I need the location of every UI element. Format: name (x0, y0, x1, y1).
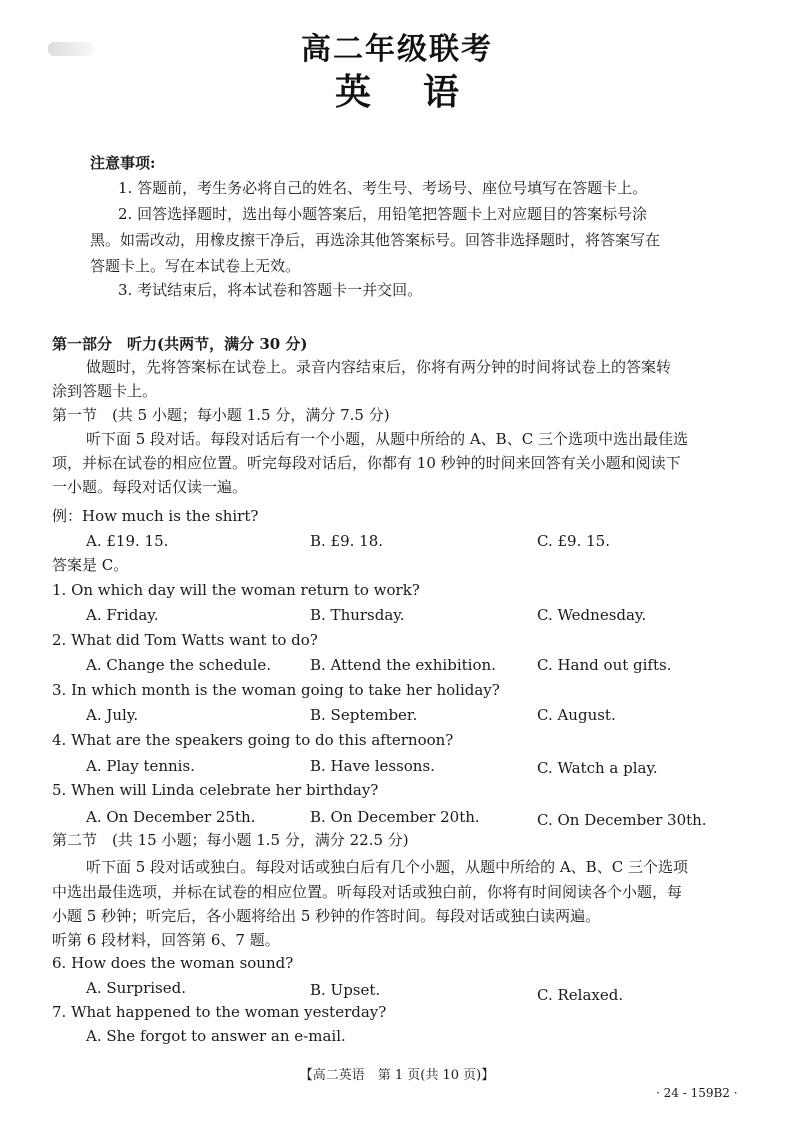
example-answer: 答案是 C。 (52, 556, 129, 574)
q3-option-a: A. July. (86, 706, 139, 724)
q7-option-a: A. She forgot to answer an e-mail. (86, 1027, 346, 1045)
part1-intro-b: 涂到答题卡上。 (52, 382, 158, 400)
question-5: 5. When will Linda celebrate her birthday? (52, 781, 379, 799)
q1-option-b: B. Thursday. (310, 606, 405, 624)
q1-option-a: A. Friday. (86, 606, 159, 624)
subject-title: 英语 (334, 71, 511, 113)
question-1: 1. On which day will the woman return to work? (52, 581, 420, 599)
q5-option-c: C. On December 30th. (537, 811, 707, 829)
q5-option-b: B. On December 20th. (310, 808, 480, 826)
q2-option-a: A. Change the schedule. (86, 656, 272, 674)
section2-intro-a: 听下面 5 段对话或独白。每段对话或独白后有几个小题，从题中所给的 A、B、C 三个选项 (86, 858, 688, 876)
section1-intro-a: 听下面 5 段对话。每段对话后有一个小题，从题中所给的 A、B、C 三个选项中选出最佳选 (86, 430, 688, 448)
page-footer: 【高二英语 第 1 页(共 10 页)】 (299, 1068, 495, 1083)
q2-option-b: B. Attend the exhibition. (310, 656, 496, 674)
q4-option-c: C. Watch a play. (537, 759, 658, 777)
section1-intro-c: 一小题。每段对话仅读一遍。 (52, 478, 248, 496)
section1-heading: 第一节 (共 5 小题；每小题 1.5 分，满分 7.5 分) (52, 406, 390, 424)
q5-option-a: A. On December 25th. (86, 808, 256, 826)
question-7: 7. What happened to the woman yesterday? (52, 1003, 387, 1021)
part1-intro-a: 做题时，先将答案标在试卷上。录音内容结束后，你将有两分钟的时间将试卷上的答案转 (86, 358, 672, 376)
section2-heading: 第二节 (共 15 小题；每小题 1.5 分，满分 22.5 分) (52, 831, 409, 849)
notes-item-2c: 答题卡上。写在本试卷上无效。 (90, 257, 301, 275)
q4-option-b: B. Have lessons. (310, 757, 435, 775)
q6-option-b: B. Upset. (310, 981, 381, 999)
notes-item-2b: 黑。如需改动，用橡皮擦干净后，再选涂其他答案标号。回答非选择题时，将答案写在 (90, 231, 661, 249)
notes-heading: 注意事项: (90, 154, 156, 172)
notes-item-2a: 2. 回答选择题时，选出每小题答案后，用铅笔把答题卡上对应题目的答案标号涂 (118, 205, 648, 223)
q6-option-a: A. Surprised. (86, 979, 186, 997)
section2-intro-c: 小题 5 秒钟；听完后，各小题将给出 5 秒钟的作答时间。每段对话或独白读两遍。 (52, 907, 601, 925)
example-option-c: C. £9. 15. (537, 532, 610, 550)
example-question: 例：How much is the shirt? (52, 507, 259, 525)
section1-intro-b: 项，并标在试卷的相应位置。听完每段对话后，你都有 10 秒钟的时间来回答有关小题和阅读下 (52, 454, 681, 472)
section2-intro-d: 听第 6 段材料，回答第 6、7 题。 (52, 931, 280, 949)
question-3: 3. In which month is the woman going to take her holiday? (52, 681, 500, 699)
q3-option-b: B. September. (310, 706, 418, 724)
question-6: 6. How does the woman sound? (52, 954, 294, 972)
q2-option-c: C. Hand out gifts. (537, 656, 672, 674)
notes-item-3: 3. 考试结束后，将本试卷和答题卡一并交回。 (118, 281, 423, 299)
q3-option-c: C. August. (537, 706, 616, 724)
exam-code: · 24 - 159B2 · (656, 1086, 738, 1100)
q4-option-a: A. Play tennis. (86, 757, 195, 775)
example-option-a: A. £19. 15. (86, 532, 169, 550)
q6-option-c: C. Relaxed. (537, 986, 624, 1004)
notes-item-1: 1. 答题前，考生务必将自己的姓名、考生号、考场号、座位号填写在答题卡上。 (118, 179, 648, 197)
question-4: 4. What are the speakers going to do this afternoon? (52, 731, 454, 749)
example-option-b: B. £9. 18. (310, 532, 384, 550)
question-2: 2. What did Tom Watts want to do? (52, 631, 318, 649)
q1-option-c: C. Wednesday. (537, 606, 647, 624)
part1-heading: 第一部分 听力(共两节，满分 30 分) (52, 335, 308, 353)
exam-title: 高二年级联考 (301, 32, 493, 67)
section2-intro-b: 中选出最佳选项，并标在试卷的相应位置。听每段对话或独白前，你将有时间阅读各个小题，每 (52, 883, 683, 901)
